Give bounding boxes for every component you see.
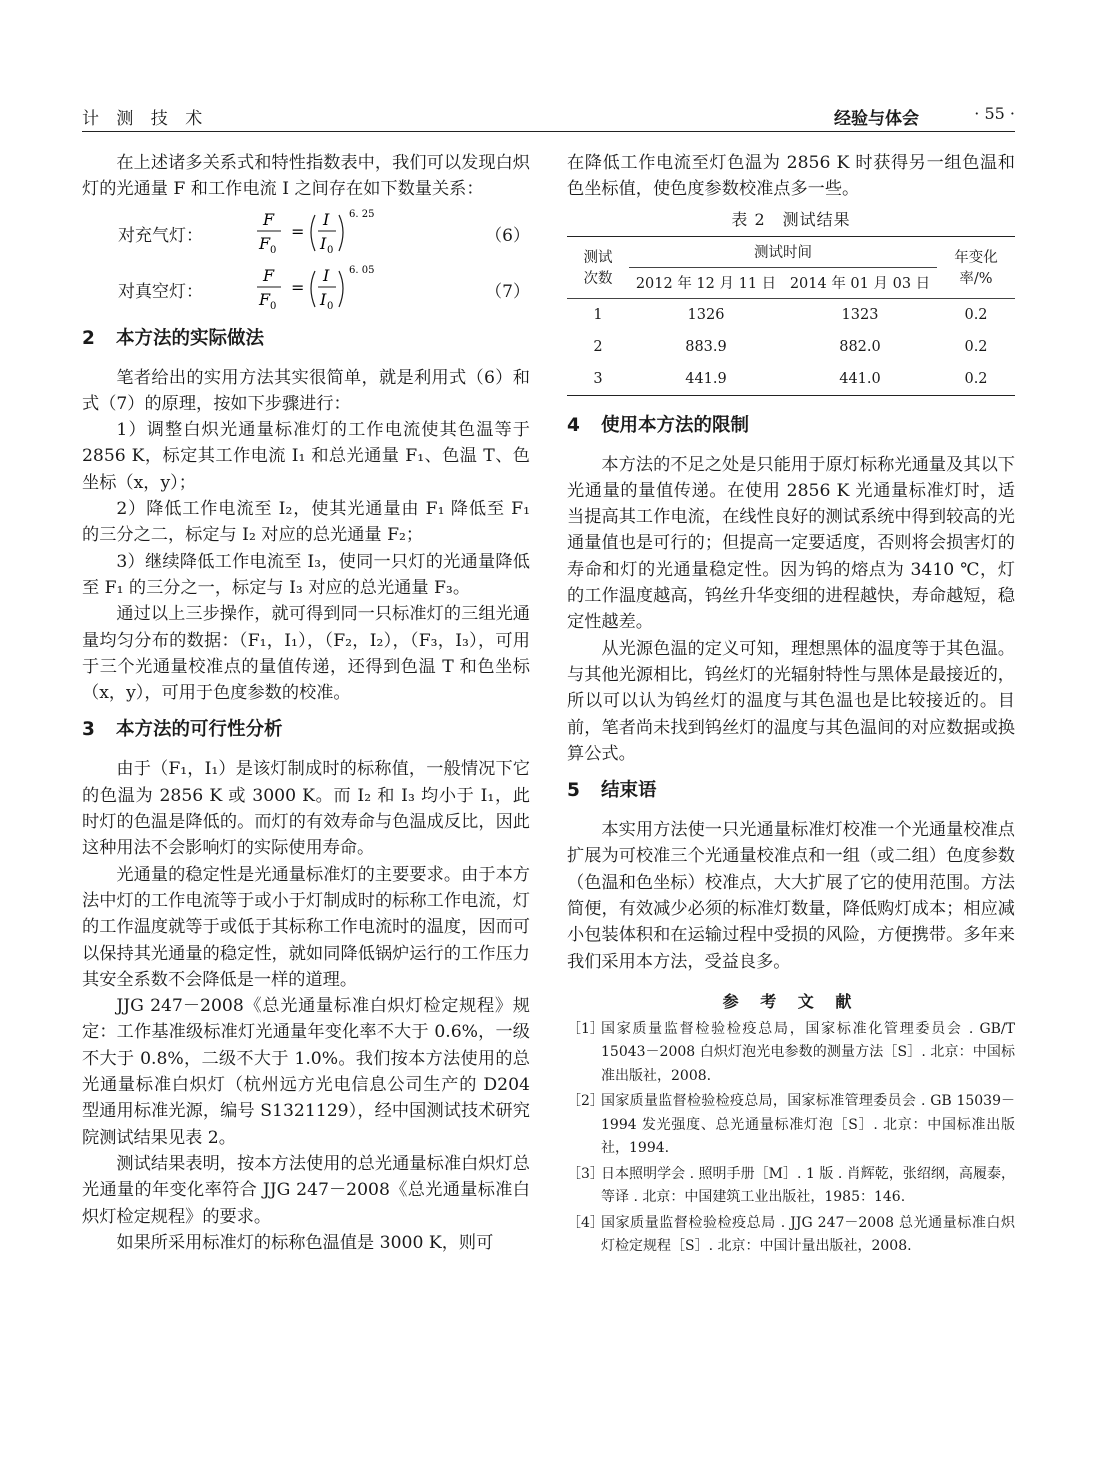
reference-number: ［4］	[567, 1214, 604, 1231]
cell-rate: 0.2	[937, 363, 1015, 396]
svg-text:F: F	[263, 209, 275, 229]
svg-text:I: I	[320, 233, 327, 253]
svg-text:I: I	[323, 209, 330, 229]
page-number: · 55 ·	[974, 104, 1015, 123]
svg-text:=: =	[291, 277, 305, 297]
formula-6-label: 对充气灯：	[118, 225, 203, 246]
reference-number: ［1］	[567, 1020, 604, 1037]
section-3-paragraph-2: 光通量的稳定性是光通量标准灯的主要要求。由于本方法中灯的工作电流等于或小于灯制成时的标称工作电流，灯的工作温度就等于或低于其标称工作电流时的温度，因而可以保持其光通量的稳定性，就如同降低锅炉运行的工作压力其安全系数不会降低是一样的道理。	[82, 864, 530, 990]
formula-7	[82, 261, 530, 315]
section-3-paragraph-1: 由于（F₁，I₁）是该灯制成时的标称值，一般情况下它的色温为 2856 K 或 3000 K。而 I₂ 和 I₃ 均小于 I₁，此时灯的色温是降低的。而灯的有效寿命与色温成反比，因此这种用法不会影响灯的实际使用寿命。	[82, 759, 530, 859]
section-5-heading: 5 结束语	[567, 780, 657, 802]
cell-value-2012: 883.9	[685, 338, 727, 355]
left-column	[82, 150, 530, 1256]
svg-text:F: F	[259, 233, 271, 253]
reference-text: 日本照明学会 . 照明手册［M］. 1 版 . 肖辉乾，张绍纲，高履泰，等译 . 北京：中国建筑工业出版社，1985：146.	[601, 1165, 1015, 1206]
section-3-paragraph-3: JJG 247－2008《总光通量标准白炽灯检定规程》规定：工作基准级标准灯光通量年变化率不大于 0.6%，一级不大于 0.8%，二级不大于 1.0%。我们按本方法使用的总光通量标准白炽灯（杭州远方光电信息公司生产的 D204 型通用标准光源，编号 S1321129），经中国测试技术研究院测试结果见表 2。	[82, 996, 530, 1148]
table-2-title: 表 2 测试结果	[731, 209, 851, 229]
formula-7-expression	[257, 263, 447, 313]
formula-7-label: 对真空灯：	[118, 281, 203, 302]
column-title: 经验与体会	[834, 109, 919, 129]
cell-count: 2	[593, 338, 603, 355]
reference-item	[567, 1090, 1015, 1161]
references-title: 参 考 文 献	[722, 991, 860, 1011]
svg-text:0: 0	[270, 300, 277, 312]
reference-number: ［3］	[567, 1165, 604, 1182]
right-column	[567, 150, 1015, 1261]
cell-value-2014: 441.0	[783, 363, 937, 396]
header-rule	[82, 131, 1015, 132]
journal-name: 计 测 技 术	[82, 109, 209, 129]
section-4-paragraph-1: 本方法的不足之处是只能用于原灯标称光通量及其以下光通量的量值传递。在使用 2856 K 光通量标准灯时，适当提高其工作电流，在线性良好的测试系统中得到较高的光通量值也是可行的；但提高一定要适度，否则将会损害灯的寿命和灯的光通量稳定性。因为钨的熔点为 3410 ℃，灯的工作温度越高，钨丝升华变细的进程越快，寿命越短，稳定性越差。	[567, 454, 1015, 633]
section-2-step-3: 3）继续降低工作电流至 I₃，使同一只灯的光通量降低至 F₁ 的三分之一，标定与 I₃ 对应的总光通量 F₃。	[82, 551, 530, 598]
header-annual-rate: 年变化 率/%	[937, 236, 1015, 298]
cell-value-2012: 441.9	[629, 363, 783, 396]
svg-text:6. 05: 6. 05	[349, 264, 375, 276]
table-row	[567, 363, 1015, 396]
section-3-paragraph-5: 如果所采用标准灯的标称色温值是 3000 K，则可	[116, 1232, 494, 1253]
header-test-time: 测试时间	[629, 236, 937, 267]
reference-text: 国家质量监督检验检疫总局 . JJG 247－2008 总光通量标准白炽灯检定规程［S］. 北京：中国计量出版社，2008.	[601, 1214, 1015, 1255]
section-2-summary: 通过以上三步操作，就可得到同一只标准灯的三组光通量均匀分布的数据：（F₁，I₁），（F₂，I₂），（F₃，I₃），可用于三个光通量校准点的量值传递，还得到色温 T 和色坐标（x，y），可用于色度参数的校准。	[82, 604, 530, 704]
section-2-step-2: 2）降低工作电流至 I₂，使其光通量由 F₁ 降低至 F₁ 的三分之二，标定与 I₂ 对应的总光通量 F₂；	[82, 499, 530, 546]
svg-text:0: 0	[270, 244, 277, 256]
reference-number: ［2］	[567, 1093, 604, 1110]
formula-6-number: （6）	[485, 225, 530, 246]
section-2-heading: 2 本方法的实际做法	[82, 327, 265, 349]
cell-rate: 0.2	[964, 306, 988, 323]
results-table	[567, 236, 1015, 396]
svg-text:F: F	[263, 265, 275, 285]
section-4-paragraph-2: 从光源色温的定义可知，理想黑体的温度等于其色温。与其他光源相比，钨丝灯的光辐射特性与黑体是最接近的，所以可以认为钨丝灯的温度与其色温也是比较接近的。目前，笔者尚未找到钨丝灯的温度与其色温间的对应数据或换算公式。	[567, 638, 1015, 764]
section-2-paragraph: 笔者给出的实用方法其实很简单，就是利用式（6）和式（7）的原理，按如下步骤进行：	[82, 367, 530, 414]
svg-text:0: 0	[327, 244, 334, 256]
reference-item	[567, 1163, 1015, 1210]
table-row	[567, 331, 1015, 363]
reference-text: 国家质量监督检验检疫总局，国家标准化管理委员会 . GB/T 15043－2008 白炽灯泡光电参数的测量方法［S］. 北京：中国标准出版社，2008.	[601, 1020, 1015, 1084]
cell-value-2014: 882.0	[839, 338, 881, 355]
intro-paragraph: 在上述诸多关系式和特性指数表中，我们可以发现白炽灯的光通量 F 和工作电流 I 之间存在如下数量关系：	[82, 153, 530, 200]
svg-text:F: F	[259, 289, 271, 309]
formula-7-number: （7）	[485, 281, 530, 302]
cell-count: 3	[567, 363, 629, 396]
reference-item	[567, 1212, 1015, 1259]
svg-text:I: I	[320, 289, 327, 309]
svg-text:I: I	[323, 265, 330, 285]
cell-rate: 0.2	[964, 338, 988, 355]
header-date-2012: 2012 年 12 月 11 日	[629, 267, 783, 298]
section-5-paragraph: 本实用方法使一只光通量标准灯校准一个光通量校准点扩展为可校准三个光通量校准点和一组（或二组）色度参数（色温和色坐标）校准点，大大扩展了它的使用范围。方法简便，有效减少必须的标准灯数量，降低购灯成本；相应减小包装体积和在运输过程中受损的风险，方便携带。多年来我们采用本方法，受益良多。	[567, 820, 1015, 972]
cell-value-2012: 1326	[687, 306, 725, 323]
table-row	[567, 298, 1015, 331]
formula-6	[82, 205, 530, 259]
svg-text:0: 0	[327, 300, 334, 312]
continued-paragraph: 在降低工作电流至灯色温为 2856 K 时获得另一组色温和色坐标值，使色度参数校准点多一些。	[567, 153, 1015, 200]
page-header	[82, 104, 1015, 130]
section-4-heading: 4 使用本方法的限制	[567, 414, 750, 436]
svg-text:6. 25: 6. 25	[349, 208, 375, 220]
cell-value-2014: 1323	[841, 306, 879, 323]
cell-count: 1	[593, 306, 603, 323]
section-2-step-1: 1）调整白炽光通量标准灯的工作电流使其色温等于 2856 K，标定其工作电流 I₁ 和总光通量 F₁、色温 T、色坐标（x，y）；	[82, 420, 530, 493]
formula-6-expression	[257, 207, 447, 257]
header-test-count: 测试 次数	[567, 236, 629, 298]
section-3-heading: 3 本方法的可行性分析	[82, 719, 283, 741]
section-3-paragraph-4: 测试结果表明，按本方法使用的总光通量标准白炽灯总光通量的年变化率符合 JJG 247－2008《总光通量标准白炽灯检定规程》的要求。	[82, 1153, 530, 1227]
header-date-2014: 2014 年 01 月 03 日	[783, 267, 937, 298]
reference-text: 国家质量监督检验检疫总局，国家标准管理委员会 . GB 15039－1994 发光强度、总光通量标准灯泡［S］. 北京：中国标准出版社，1994.	[601, 1093, 1015, 1157]
svg-text:=: =	[291, 221, 305, 241]
reference-item	[567, 1018, 1015, 1089]
